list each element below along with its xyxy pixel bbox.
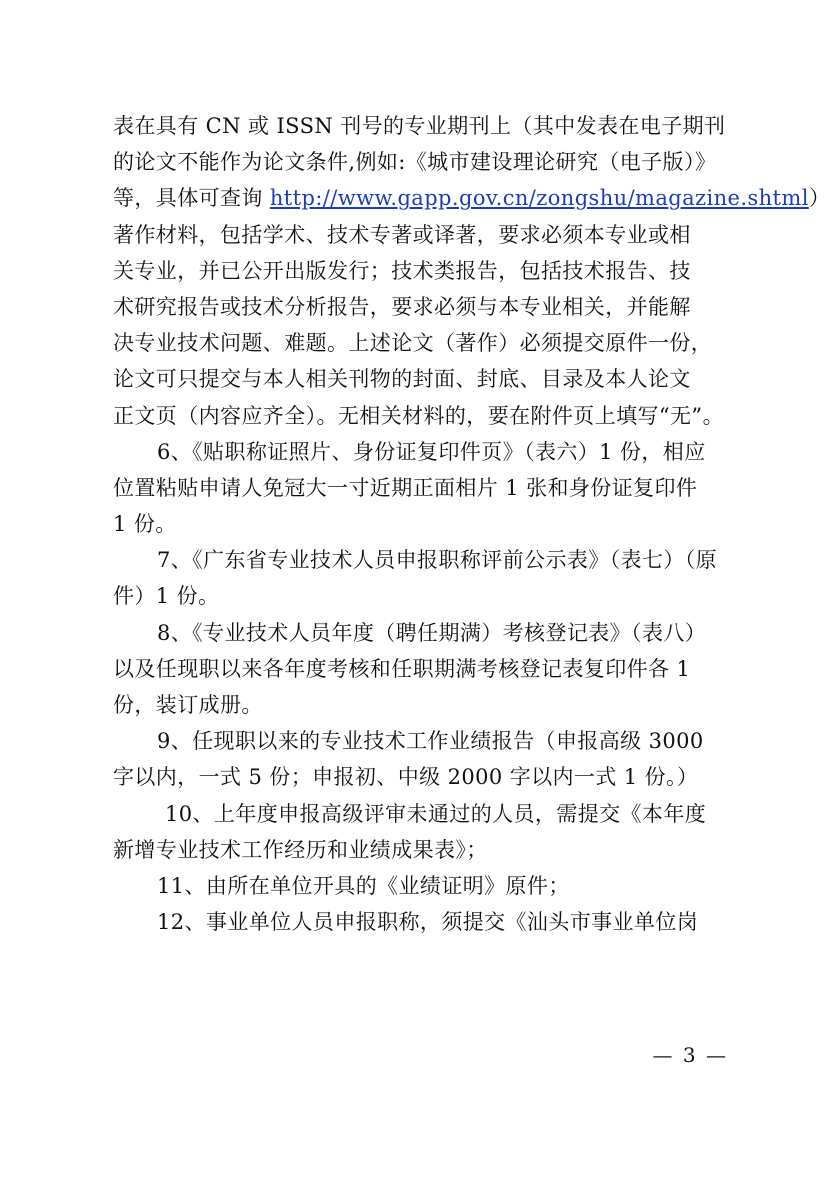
paragraph-papers-continued xyxy=(113,108,831,434)
text-line: 决专业技术问题、难题。上述论文（著作）必须提交原件一份， xyxy=(113,331,713,356)
text-line: 1 份。 xyxy=(113,512,177,537)
text-line: 份，装订成册。 xyxy=(113,693,263,717)
text-line: 以及任现职以来各年度考核和任职期满考核登记表复印件各 1 xyxy=(113,656,691,681)
item-8-assessment-form xyxy=(113,615,729,724)
item-6-photo-id-page xyxy=(113,434,729,543)
text-line: 论文可只提交与本人相关刊物的封面、封底、目录及本人论文 xyxy=(113,367,691,392)
document-body xyxy=(113,108,831,940)
item-11-performance-proof xyxy=(113,868,729,904)
text-line: 术研究报告或技术分析报告，要求必须与本专业相关，并能解 xyxy=(113,294,691,319)
text-segment: 等，具体可查询 xyxy=(113,186,270,211)
text-line xyxy=(113,180,831,216)
text-line: 表在具有 CN 或 ISSN 刊号的专业期刊上（其中发表在电子期刊 xyxy=(113,114,726,138)
text-line: 著作材料，包括学术、技术专著或译著，要求必须本专业或相 xyxy=(113,222,691,247)
magazine-query-link[interactable]: http://www.gapp.gov.cn/zongshu/magazine.shtml xyxy=(269,186,809,211)
text-segment: ） xyxy=(808,186,831,211)
text-line: 7、《广东省专业技术人员申报职称评前公示表》（表七）（原 xyxy=(157,548,718,573)
page-number: — 3 — xyxy=(652,1043,728,1067)
item-12-public-institution xyxy=(113,904,729,940)
text-line: 件）1 份。 xyxy=(113,584,220,609)
item-7-publicity-form xyxy=(113,542,729,614)
text-line: 6、《贴职称证照片、身份证复印件页》（表六）1 份，相应 xyxy=(157,439,706,464)
text-line: 正文页（内容应齐全）。无相关材料的，要在附件页上填写“无”。 xyxy=(113,403,724,428)
text-line: 11、由所在单位开具的《业绩证明》原件； xyxy=(157,873,570,898)
text-line: 新增专业技术工作经历和业绩成果表》； xyxy=(113,837,488,862)
text-line: 12、事业单位人员申报职称，须提交《汕头市事业单位岗 xyxy=(157,910,699,935)
text-line: 10、上年度申报高级评审未通过的人员，需提交《本年度 xyxy=(165,801,707,826)
text-line: 关专业，并已公开出版发行；技术类报告，包括技术报告、技 xyxy=(113,258,691,283)
text-line: 位置粘贴申请人免冠大一寸近期正面相片 1 张和身份证复印件 xyxy=(113,475,698,500)
text-line: 的论文不能作为论文条件,例如:《城市建设理论研究（电子版）》 xyxy=(113,150,717,175)
text-line: 字以内，一式 5 份；申报初、中级 2000 字以内一式 1 份。） xyxy=(113,765,699,790)
text-line: 8、《专业技术人员年度（聘任期满）考核登记表》（表八） xyxy=(157,620,707,645)
item-10-new-achievements xyxy=(113,796,729,868)
text-line: 9、任现职以来的专业技术工作业绩报告（申报高级 3000 xyxy=(157,729,704,754)
item-9-performance-report xyxy=(113,723,729,795)
